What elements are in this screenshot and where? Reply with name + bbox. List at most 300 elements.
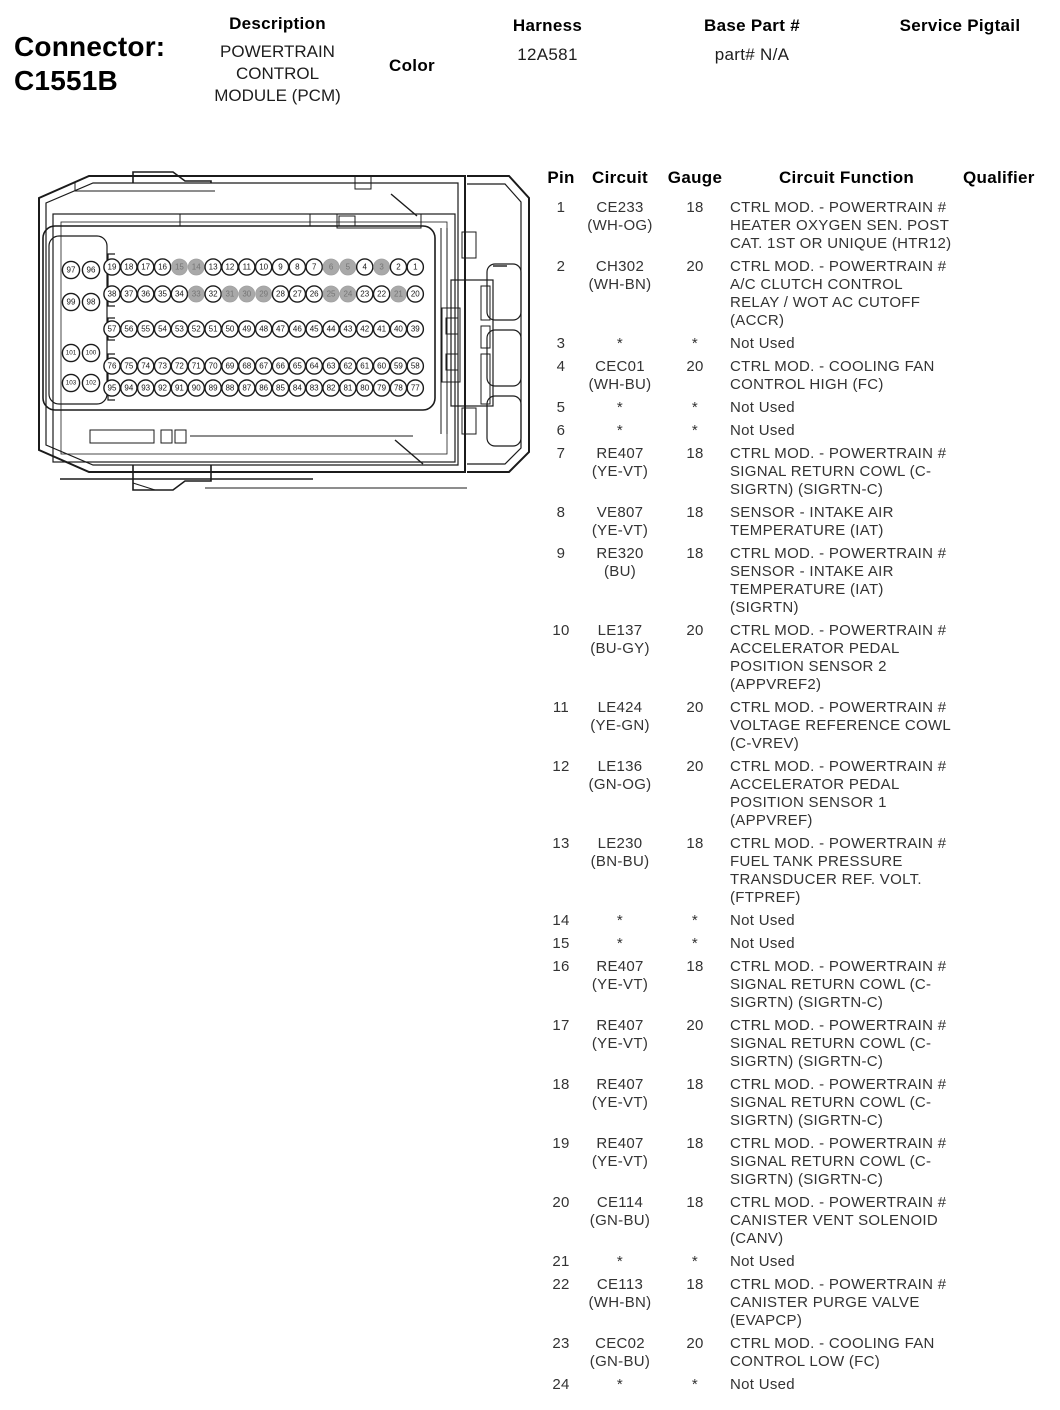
circuit-cell: CE233 (WH-OG) <box>587 199 653 234</box>
svg-text:39: 39 <box>410 324 420 334</box>
pin-47 <box>272 321 288 337</box>
pin-41 <box>374 321 390 337</box>
svg-text:8: 8 <box>295 262 300 272</box>
pin-88 <box>222 380 238 396</box>
svg-text:3: 3 <box>379 262 384 272</box>
pin-cell: 13 <box>552 835 570 852</box>
gauge-cell: * <box>691 335 699 352</box>
pin-92 <box>154 380 170 396</box>
svg-text:50: 50 <box>225 324 235 334</box>
gauge-cell: 20 <box>686 258 704 275</box>
circuit-cell: * <box>616 912 624 929</box>
svg-text:47: 47 <box>276 324 285 334</box>
gauge-cell: 18 <box>686 504 704 521</box>
svg-text:42: 42 <box>360 324 370 334</box>
pin-51 <box>205 321 221 337</box>
connector-label: Connector: <box>14 31 166 62</box>
svg-text:62: 62 <box>343 361 353 371</box>
table-row <box>542 1076 1060 1130</box>
table-row <box>542 545 1060 617</box>
svg-text:16: 16 <box>158 262 168 272</box>
table-row <box>542 1376 1060 1394</box>
pin-16 <box>154 259 170 275</box>
circuit-function-cell: CTRL MOD. - POWERTRAIN # SIGNAL RETURN COWL (C- SIGRTN) (SIGRTN-C) <box>730 1135 947 1188</box>
circuit-function-cell: Not Used <box>730 399 795 416</box>
pin-64 <box>306 358 322 374</box>
pin-1 <box>407 259 423 275</box>
circuit-cell: RE407 (YE-VT) <box>591 1076 649 1111</box>
table-row <box>542 258 1060 330</box>
svg-text:88: 88 <box>225 383 235 393</box>
pin-5 <box>340 259 356 275</box>
circuit-cell: RE320 (BU) <box>596 545 644 580</box>
table-row <box>542 1276 1060 1330</box>
pin-87 <box>239 380 255 396</box>
circuit-function-cell: CTRL MOD. - POWERTRAIN # ACCELERATOR PEDAL POSITION SENSOR 2 (APPVREF2) <box>730 622 947 693</box>
col-header-circuit-function: Circuit Function <box>778 168 915 187</box>
circuit-function-cell: CTRL MOD. - POWERTRAIN # CANISTER VENT SOLENOID (CANV) <box>730 1194 947 1247</box>
pin-102 <box>82 374 99 391</box>
svg-text:24: 24 <box>343 289 353 299</box>
pin-68 <box>239 358 255 374</box>
table-row <box>542 358 1060 394</box>
pin-97 <box>62 261 79 278</box>
col-header-qualifier: Qualifier <box>963 168 1035 187</box>
qualifier-cell <box>963 1194 1060 1248</box>
pin-cell: 5 <box>556 399 566 416</box>
pin-cell: 23 <box>552 1335 570 1352</box>
svg-text:52: 52 <box>191 324 201 334</box>
pin-103 <box>62 374 79 391</box>
pin-71 <box>188 358 204 374</box>
pin-30 <box>239 286 255 302</box>
pin-cell: 18 <box>552 1076 570 1093</box>
pin-11 <box>239 259 255 275</box>
circuit-cell: LE230 (BN-BU) <box>590 835 650 870</box>
svg-text:59: 59 <box>393 361 403 371</box>
svg-text:37: 37 <box>124 289 134 299</box>
gauge-cell: 18 <box>686 835 704 852</box>
table-row <box>542 399 1060 417</box>
harness-column <box>480 16 615 65</box>
service-pigtail-column <box>878 16 1042 36</box>
svg-text:73: 73 <box>158 361 168 371</box>
pin-34 <box>171 286 187 302</box>
pin-table-body <box>542 199 1060 1394</box>
svg-text:101: 101 <box>65 349 77 357</box>
qualifier-cell <box>963 1276 1060 1330</box>
qualifier-cell <box>963 1135 1060 1189</box>
pin-28 <box>272 286 288 302</box>
pin-cell: 19 <box>552 1135 570 1152</box>
qualifier-cell <box>963 445 1060 499</box>
pin-48 <box>256 321 272 337</box>
circuit-function-cell: Not Used <box>730 1253 795 1270</box>
circuit-function-cell: CTRL MOD. - POWERTRAIN # HEATER OXYGEN SEN. POST CAT. 1ST OR UNIQUE (HTR12) <box>730 199 952 252</box>
svg-text:94: 94 <box>124 383 134 393</box>
svg-text:100: 100 <box>85 349 97 357</box>
svg-text:84: 84 <box>292 383 302 393</box>
svg-text:23: 23 <box>360 289 370 299</box>
svg-text:36: 36 <box>141 289 151 299</box>
pin-50 <box>222 321 238 337</box>
pin-94 <box>121 380 137 396</box>
svg-text:20: 20 <box>410 289 420 299</box>
svg-text:65: 65 <box>292 361 302 371</box>
svg-text:102: 102 <box>85 379 97 387</box>
svg-text:27: 27 <box>292 289 302 299</box>
pin-9 <box>272 259 288 275</box>
pin-22 <box>374 286 390 302</box>
pin-table <box>542 168 1060 1399</box>
svg-text:80: 80 <box>360 383 370 393</box>
svg-text:14: 14 <box>191 262 201 272</box>
svg-text:95: 95 <box>107 383 117 393</box>
pin-cell: 4 <box>556 358 566 375</box>
pin-81 <box>340 380 356 396</box>
pin-19 <box>104 259 120 275</box>
pin-7 <box>306 259 322 275</box>
pin-cell: 16 <box>552 958 570 975</box>
pin-82 <box>323 380 339 396</box>
svg-text:17: 17 <box>141 262 151 272</box>
svg-text:33: 33 <box>191 289 201 299</box>
qualifier-cell <box>963 622 1060 694</box>
svg-text:35: 35 <box>158 289 168 299</box>
circuit-cell: * <box>616 399 624 416</box>
svg-text:78: 78 <box>393 383 403 393</box>
pin-72 <box>171 358 187 374</box>
col-header-pin: Pin <box>547 168 575 187</box>
svg-text:46: 46 <box>292 324 302 334</box>
qualifier-cell <box>963 399 1060 417</box>
circuit-function-cell: CTRL MOD. - POWERTRAIN # SIGNAL RETURN COWL (C- SIGRTN) (SIGRTN-C) <box>730 1017 947 1070</box>
svg-text:43: 43 <box>343 324 353 334</box>
description-column <box>200 14 355 107</box>
qualifier-cell <box>963 958 1060 1012</box>
qualifier-cell <box>963 1076 1060 1130</box>
table-row <box>542 199 1060 253</box>
pin-90 <box>188 380 204 396</box>
gauge-cell: 18 <box>686 958 704 975</box>
description-line: CONTROL <box>235 64 320 83</box>
svg-text:28: 28 <box>276 289 285 299</box>
svg-text:40: 40 <box>393 324 403 334</box>
circuit-function-cell: Not Used <box>730 935 795 952</box>
pin-31 <box>222 286 238 302</box>
gauge-cell: * <box>691 399 699 416</box>
pin-55 <box>138 321 154 337</box>
svg-text:103: 103 <box>65 379 77 387</box>
svg-text:87: 87 <box>242 383 252 393</box>
svg-text:18: 18 <box>124 262 134 272</box>
svg-text:45: 45 <box>309 324 319 334</box>
base-part-header: Base Part # <box>704 16 800 35</box>
qualifier-cell <box>963 358 1060 394</box>
gauge-cell: * <box>691 935 699 952</box>
base-part-value: part# N/A <box>714 45 790 64</box>
svg-text:99: 99 <box>66 297 76 307</box>
svg-text:64: 64 <box>309 361 319 371</box>
table-row <box>542 935 1060 953</box>
svg-text:48: 48 <box>259 324 269 334</box>
pin-62 <box>340 358 356 374</box>
pin-cell: 10 <box>552 622 570 639</box>
table-row <box>542 835 1060 907</box>
qualifier-cell <box>963 835 1060 907</box>
pin-39 <box>407 321 423 337</box>
gauge-cell: 18 <box>686 1135 704 1152</box>
svg-text:5: 5 <box>345 262 351 272</box>
pin-cell: 7 <box>556 445 566 462</box>
circuit-cell: CEC01 (WH-BU) <box>588 358 652 393</box>
svg-text:9: 9 <box>278 262 283 272</box>
pin-15 <box>171 259 187 275</box>
svg-text:81: 81 <box>343 383 353 393</box>
svg-text:90: 90 <box>191 383 201 393</box>
pin-73 <box>154 358 170 374</box>
pin-74 <box>138 358 154 374</box>
svg-text:60: 60 <box>377 361 387 371</box>
svg-text:12: 12 <box>225 262 235 272</box>
circuit-cell: CEC02 (GN-BU) <box>589 1335 651 1370</box>
circuit-cell: * <box>616 935 624 952</box>
pin-cell: 11 <box>552 699 570 716</box>
circuit-function-cell: CTRL MOD. - POWERTRAIN # FUEL TANK PRESSURE TRANSDUCER REF. VOLT. (FTPREF) <box>730 835 947 906</box>
circuit-function-cell: CTRL MOD. - POWERTRAIN # SIGNAL RETURN COWL (C- SIGRTN) (SIGRTN-C) <box>730 958 947 1011</box>
table-row <box>542 335 1060 353</box>
svg-text:82: 82 <box>326 383 336 393</box>
gauge-cell: * <box>691 1253 699 1270</box>
base-part-column <box>672 16 832 65</box>
svg-text:49: 49 <box>242 324 252 334</box>
svg-text:69: 69 <box>225 361 235 371</box>
svg-text:4: 4 <box>362 262 367 272</box>
pin-46 <box>289 321 305 337</box>
pin-cell: 12 <box>552 758 570 775</box>
svg-text:92: 92 <box>158 383 168 393</box>
pin-99 <box>62 293 79 310</box>
circuit-cell: * <box>616 1253 624 1270</box>
circuit-cell: * <box>616 422 624 439</box>
svg-text:10: 10 <box>259 262 269 272</box>
svg-text:77: 77 <box>410 383 420 393</box>
pin-100 <box>82 344 99 361</box>
pin-75 <box>121 358 137 374</box>
pin-77 <box>407 380 423 396</box>
pin-65 <box>289 358 305 374</box>
svg-text:93: 93 <box>141 383 151 393</box>
qualifier-cell <box>963 258 1060 330</box>
pin-57 <box>104 321 120 337</box>
svg-text:21: 21 <box>393 289 403 299</box>
circuit-function-cell: CTRL MOD. - POWERTRAIN # A/C CLUTCH CONTROL RELAY / WOT AC CUTOFF (ACCR) <box>730 258 947 329</box>
pin-3 <box>374 259 390 275</box>
pin-8 <box>289 259 305 275</box>
circuit-cell: CE113 (WH-BN) <box>588 1276 652 1311</box>
col-header-circuit: Circuit <box>592 168 648 187</box>
pin-14 <box>188 259 204 275</box>
qualifier-cell <box>963 935 1060 953</box>
svg-text:98: 98 <box>86 297 96 307</box>
svg-text:54: 54 <box>158 324 168 334</box>
table-row <box>542 758 1060 830</box>
svg-text:7: 7 <box>311 262 317 272</box>
svg-text:26: 26 <box>309 289 319 299</box>
pin-52 <box>188 321 204 337</box>
pin-86 <box>256 380 272 396</box>
circuit-function-cell: CTRL MOD. - COOLING FAN CONTROL HIGH (FC) <box>730 358 935 393</box>
pin-cell: 8 <box>556 504 566 521</box>
circuit-function-cell: CTRL MOD. - COOLING FAN CONTROL LOW (FC) <box>730 1335 935 1370</box>
gauge-cell: * <box>691 912 699 929</box>
pin-cell: 20 <box>552 1194 570 1211</box>
svg-text:67: 67 <box>259 361 269 371</box>
gauge-cell: 20 <box>686 358 704 375</box>
circuit-function-cell: CTRL MOD. - POWERTRAIN # VOLTAGE REFERENCE COWL (C-VREV) <box>730 699 952 752</box>
table-row <box>542 912 1060 930</box>
pin-101 <box>62 344 79 361</box>
svg-text:74: 74 <box>141 361 151 371</box>
table-row <box>542 1135 1060 1189</box>
pin-96 <box>82 261 99 278</box>
pin-60 <box>374 358 390 374</box>
pin-70 <box>205 358 221 374</box>
pin-93 <box>138 380 154 396</box>
gauge-cell: 18 <box>686 199 704 216</box>
circuit-cell: LE136 (GN-OG) <box>588 758 652 793</box>
pin-17 <box>138 259 154 275</box>
svg-text:31: 31 <box>225 289 235 299</box>
pin-49 <box>239 321 255 337</box>
pin-43 <box>340 321 356 337</box>
gauge-cell: 20 <box>686 1335 704 1352</box>
svg-text:34: 34 <box>174 289 184 299</box>
pin-cell: 17 <box>552 1017 570 1034</box>
gauge-cell: 18 <box>686 545 704 562</box>
color-column <box>384 56 440 76</box>
svg-text:41: 41 <box>377 324 387 334</box>
pin-23 <box>357 286 373 302</box>
table-row <box>542 1335 1060 1371</box>
table-row <box>542 1194 1060 1248</box>
qualifier-cell <box>963 1017 1060 1071</box>
pin-2 <box>390 259 406 275</box>
svg-text:2: 2 <box>396 262 401 272</box>
qualifier-cell <box>963 758 1060 830</box>
pin-29 <box>256 286 272 302</box>
table-row <box>542 1253 1060 1271</box>
circuit-function-cell: CTRL MOD. - POWERTRAIN # SIGNAL RETURN COWL (C- SIGRTN) (SIGRTN-C) <box>730 445 947 498</box>
svg-text:55: 55 <box>141 324 151 334</box>
pin-cell: 24 <box>552 1376 570 1393</box>
pin-42 <box>357 321 373 337</box>
circuit-function-cell: Not Used <box>730 335 795 352</box>
pin-21 <box>390 286 406 302</box>
color-header: Color <box>389 56 435 75</box>
description-value <box>200 41 355 107</box>
pin-4 <box>357 259 373 275</box>
circuit-cell: RE407 (YE-VT) <box>591 1135 649 1170</box>
svg-text:19: 19 <box>107 262 117 272</box>
pin-95 <box>104 380 120 396</box>
pin-66 <box>272 358 288 374</box>
circuit-function-cell: CTRL MOD. - POWERTRAIN # ACCELERATOR PEDAL POSITION SENSOR 1 (APPVREF) <box>730 758 947 829</box>
pin-20 <box>407 286 423 302</box>
pin-18 <box>121 259 137 275</box>
svg-text:71: 71 <box>191 361 201 371</box>
pin-58 <box>407 358 423 374</box>
pin-89 <box>205 380 221 396</box>
qualifier-cell <box>963 545 1060 617</box>
pin-40 <box>390 321 406 337</box>
gauge-cell: 20 <box>686 1017 704 1034</box>
pin-78 <box>390 380 406 396</box>
svg-text:32: 32 <box>208 289 218 299</box>
qualifier-cell <box>963 422 1060 440</box>
qualifier-cell <box>963 1376 1060 1394</box>
pin-98 <box>82 293 99 310</box>
circuit-cell: RE407 (YE-VT) <box>591 445 649 480</box>
pin-37 <box>121 286 137 302</box>
circuit-function-cell: CTRL MOD. - POWERTRAIN # SENSOR - INTAKE AIR TEMPERATURE (IAT) (SIGRTN) <box>730 545 947 616</box>
col-header-gauge: Gauge <box>667 168 723 187</box>
svg-text:13: 13 <box>208 262 218 272</box>
table-row <box>542 958 1060 1012</box>
pin-79 <box>374 380 390 396</box>
circuit-cell: LE424 (YE-GN) <box>590 699 650 734</box>
svg-text:72: 72 <box>174 361 184 371</box>
circuit-cell: RE407 (YE-VT) <box>591 1017 649 1052</box>
qualifier-cell <box>963 504 1060 540</box>
connector-id: C1551B <box>14 65 118 96</box>
svg-text:1: 1 <box>413 262 418 272</box>
harness-value: 12A581 <box>517 45 578 64</box>
harness-header: Harness <box>512 16 583 35</box>
circuit-cell: VE807 (YE-VT) <box>591 504 649 539</box>
svg-text:58: 58 <box>410 361 420 371</box>
gauge-cell: * <box>691 1376 699 1393</box>
svg-text:97: 97 <box>66 265 76 275</box>
svg-text:57: 57 <box>107 324 117 334</box>
pin-38 <box>104 286 120 302</box>
pins-layer <box>62 259 423 396</box>
pin-59 <box>390 358 406 374</box>
pin-cell: 15 <box>552 935 570 952</box>
gauge-cell: * <box>691 422 699 439</box>
svg-text:51: 51 <box>208 324 218 334</box>
pin-85 <box>272 380 288 396</box>
pin-12 <box>222 259 238 275</box>
gauge-cell: 18 <box>686 1276 704 1293</box>
table-row <box>542 504 1060 540</box>
table-row <box>542 445 1060 499</box>
pin-26 <box>306 286 322 302</box>
top-latch-tab <box>133 172 211 183</box>
circuit-function-cell: CTRL MOD. - POWERTRAIN # CANISTER PURGE VALVE (EVAPCP) <box>730 1276 947 1329</box>
svg-text:30: 30 <box>242 289 252 299</box>
gauge-cell: 18 <box>686 445 704 462</box>
gauge-cell: 18 <box>686 1076 704 1093</box>
pin-32 <box>205 286 221 302</box>
pin-25 <box>323 286 339 302</box>
svg-text:53: 53 <box>174 324 184 334</box>
pin-cell: 3 <box>556 335 566 352</box>
circuit-cell: * <box>616 335 624 352</box>
pin-63 <box>323 358 339 374</box>
svg-text:56: 56 <box>124 324 134 334</box>
qualifier-cell <box>963 699 1060 753</box>
